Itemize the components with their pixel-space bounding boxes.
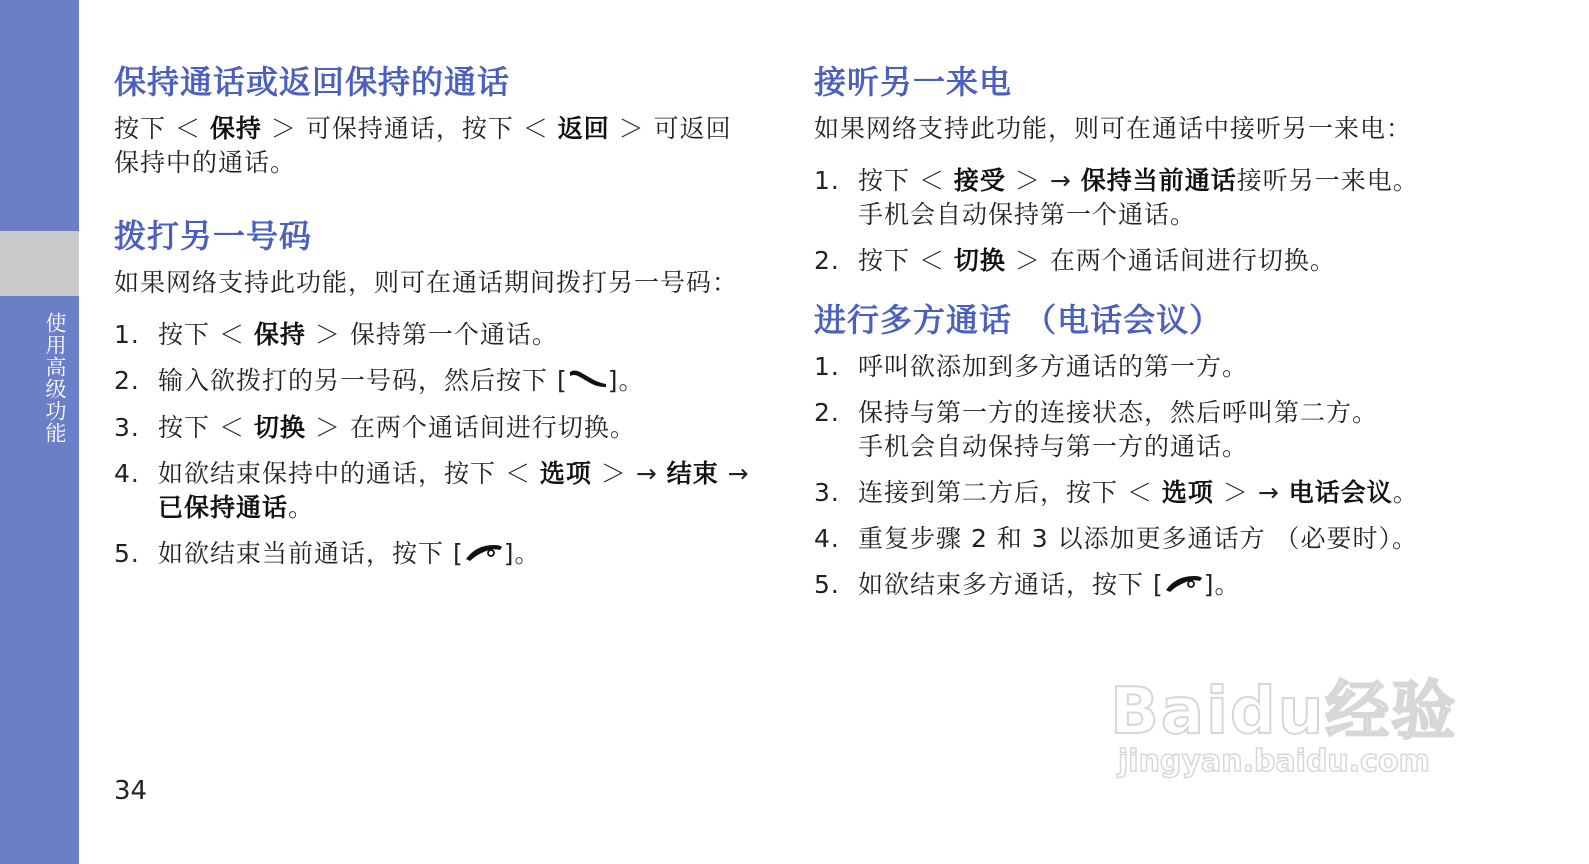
softkey-options: 选项: [539, 459, 592, 488]
left-column: [114, 62, 754, 584]
text: 保持与第一方的连接状态，然后呼叫第二方。: [858, 398, 1379, 427]
list-item: [114, 457, 754, 525]
call-key-icon: [568, 365, 608, 399]
second-call-intro: 如果网络支持此功能，则可在通话期间拨打另一号码：: [114, 268, 739, 297]
text: 按下 ＜: [158, 320, 254, 349]
list-item: [114, 318, 754, 352]
softkey-accept: 接受: [953, 166, 1006, 195]
section-title-hold-call: 保持通话或返回保持的通话: [114, 63, 511, 101]
end-key-icon: [464, 538, 504, 572]
list-item: [814, 164, 1450, 232]
text: 按下 ＜: [858, 246, 954, 275]
text: 按下 ＜: [158, 413, 254, 442]
list-item: [814, 244, 1450, 278]
text: ]。: [607, 366, 645, 395]
hold-call-paragraph: [114, 112, 754, 180]
page-number: 34: [114, 776, 148, 806]
list-item: [814, 522, 1450, 556]
softkey-options: 选项: [1161, 478, 1214, 507]
watermark-url: jingyan.baidu.com: [1118, 744, 1430, 779]
text: 连接到第二方后，按下 ＜: [858, 478, 1162, 507]
list-item: [814, 568, 1450, 603]
text: ]。: [503, 539, 541, 568]
step-note: 手机会自动保持第一个通话。: [858, 200, 1197, 229]
menu-held-call: 已保持通话: [158, 493, 289, 522]
text: 如欲结束保持中的通话，按下 ＜: [158, 459, 540, 488]
list-item: [814, 350, 1450, 384]
list-item: [114, 537, 754, 572]
text: 按下 ＜: [858, 166, 954, 195]
step-number: 1.: [114, 320, 140, 349]
menu-conference: 电话会议: [1288, 478, 1393, 507]
softkey-return: 返回: [557, 114, 610, 143]
step-number: 1.: [814, 352, 840, 381]
chapter-label: 使用高级功能: [43, 312, 67, 444]
list-item: [814, 476, 1450, 510]
menu-hold-active-call: 保持当前通话: [1080, 166, 1237, 195]
step-number: 3.: [814, 478, 840, 507]
step-number: 5.: [814, 570, 840, 599]
text: 接听另一来电。: [1236, 166, 1419, 195]
step-number: 3.: [114, 413, 140, 442]
step-number: 2.: [114, 366, 140, 395]
step-number: 1.: [814, 166, 840, 195]
list-item: [814, 396, 1450, 464]
text: 重复步骤 2 和 3 以添加更多通话方 （必要时）。: [858, 524, 1419, 553]
text: 输入欲拨打的另一号码，然后按下 [: [158, 366, 568, 395]
section-title-second-call: 拨打另一号码: [114, 217, 313, 255]
text: ＞ 在两个通话间进行切换。: [1005, 246, 1336, 275]
list-item: [114, 411, 754, 445]
text: ＞ →: [1213, 478, 1289, 507]
step-number: 5.: [114, 539, 140, 568]
current-tab-marker: [0, 231, 79, 296]
softkey-switch: 切换: [253, 413, 306, 442]
text: 如欲结束多方通话，按下 [: [858, 570, 1164, 599]
step-number: 2.: [814, 246, 840, 275]
text: ＞ 保持第一个通话。: [305, 320, 558, 349]
text: →: [718, 459, 750, 488]
softkey-hold: 保持: [209, 114, 262, 143]
text: ]。: [1203, 570, 1241, 599]
side-tab-bar: [0, 0, 79, 864]
text: 如欲结束当前通话，按下 [: [158, 539, 464, 568]
watermark-logo: Baidu经验: [1110, 675, 1458, 749]
section-title-conference-call: 进行多方通话 （电话会议）: [814, 301, 1223, 339]
answer-call-steps: [814, 164, 1450, 278]
menu-end: 结束: [666, 459, 719, 488]
baidu-watermark: [1110, 640, 1490, 790]
second-call-steps: [114, 318, 754, 572]
text: ＞ 在两个通话间进行切换。: [305, 413, 636, 442]
end-key-icon: [1164, 569, 1204, 603]
text: ＞ 可返回保持中的通话。: [114, 114, 732, 177]
step-number: 2.: [814, 398, 840, 427]
step-number: 4.: [814, 524, 840, 553]
text: ＞ →: [1005, 166, 1081, 195]
text: 。: [1392, 478, 1419, 507]
softkey-switch: 切换: [953, 246, 1006, 275]
text: ＞ 可保持通话，按下 ＜: [261, 114, 558, 143]
right-column: [814, 62, 1450, 615]
text: 按下 ＜: [114, 114, 210, 143]
answer-call-intro: 如果网络支持此功能，则可在通话中接听另一来电：: [814, 114, 1413, 143]
text: 呼叫欲添加到多方通话的第一方。: [858, 352, 1249, 381]
softkey-hold: 保持: [253, 320, 306, 349]
step-number: 4.: [114, 459, 140, 488]
step-note: 手机会自动保持与第一方的通话。: [858, 432, 1249, 461]
list-item: [114, 364, 754, 399]
text: 。: [288, 493, 315, 522]
conference-call-steps: [814, 350, 1450, 603]
section-title-answer-call: 接听另一来电: [814, 63, 1013, 101]
text: ＞ →: [591, 459, 667, 488]
